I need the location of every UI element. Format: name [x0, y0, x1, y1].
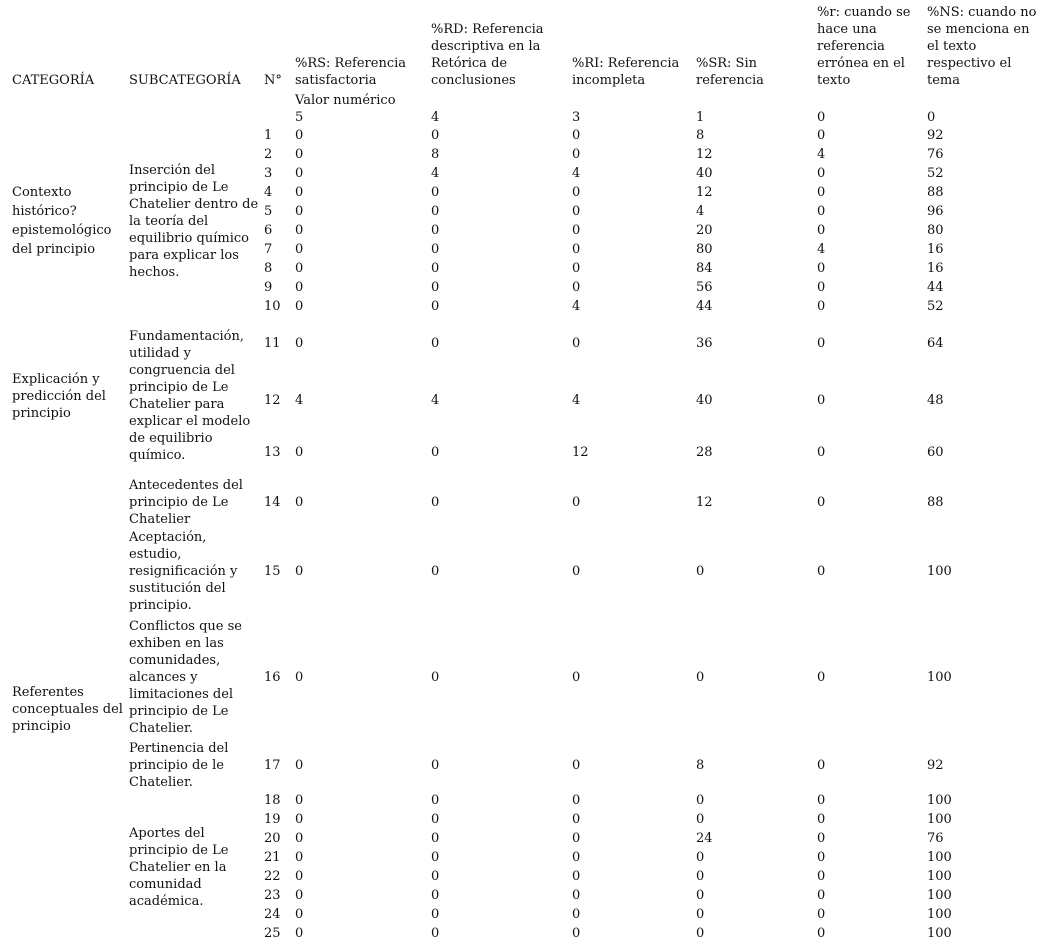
row-number: 12 — [264, 392, 281, 408]
cell-sr: 8 — [696, 128, 705, 143]
cell-rd: 0 — [431, 223, 440, 238]
cell-sr: 40 — [696, 166, 713, 181]
header-categoria: CATEGORÍA — [12, 73, 95, 88]
cell-rs: 4 — [295, 392, 304, 408]
cell-rd: 0 — [431, 445, 440, 460]
cell-ns: 100 — [927, 869, 952, 884]
valor-label: Valor numérico — [295, 93, 396, 108]
cell-r: 0 — [817, 850, 826, 865]
cell-ri: 4 — [572, 299, 581, 314]
row-number: 8 — [264, 261, 273, 276]
cell-rs: 0 — [295, 204, 304, 219]
empty-cell — [127, 92, 262, 109]
cell-ns: 76 — [927, 147, 944, 162]
cell-rs: 0 — [295, 669, 304, 685]
cell-ri: 0 — [572, 758, 581, 773]
cell-rs: 0 — [295, 926, 304, 941]
category-cell: Contexto histórico? epistemológico del principio — [12, 185, 112, 257]
row-number: 4 — [264, 185, 273, 200]
cell-sr: 8 — [696, 758, 705, 773]
cell-sr: 0 — [696, 793, 705, 808]
table-row — [10, 529, 1045, 614]
cell-r: 0 — [817, 392, 826, 408]
header-sr: %SR: Sin referencia — [696, 56, 764, 88]
valor-ns: 0 — [927, 110, 936, 125]
results-table — [10, 4, 1045, 943]
cell-r: 0 — [817, 336, 826, 351]
row-number: 21 — [264, 850, 281, 865]
cell-r: 0 — [817, 812, 826, 827]
cell-rd: 0 — [431, 336, 440, 351]
cell-sr: 84 — [696, 261, 713, 276]
row-number: 7 — [264, 242, 273, 257]
cell-ri: 0 — [572, 793, 581, 808]
cell-rs: 0 — [295, 261, 304, 276]
header-ns: %NS: cuando no se menciona en el texto respectivo el tema — [927, 5, 1037, 88]
cell-ri: 0 — [572, 280, 581, 295]
header-row — [10, 4, 1045, 92]
cell-r: 0 — [817, 280, 826, 295]
cell-ri: 0 — [572, 831, 581, 846]
cell-rs: 0 — [295, 831, 304, 846]
cell-ns: 16 — [927, 261, 944, 276]
cell-rd: 0 — [431, 831, 440, 846]
cell-rs: 0 — [295, 564, 304, 579]
cell-sr: 56 — [696, 280, 713, 295]
cell-sr: 0 — [696, 888, 705, 903]
cell-rd: 0 — [431, 850, 440, 865]
subcategory-cell: Antecedentes del principio de Le Chatelier — [129, 478, 243, 527]
subcategory-cell: Aceptación, estudio, resignificación y sustitución del principio. — [129, 530, 238, 613]
cell-r: 0 — [817, 888, 826, 903]
header-ri: %RI: Referencia incompleta — [572, 56, 680, 88]
cell-r: 0 — [817, 166, 826, 181]
cell-sr: 44 — [696, 299, 713, 314]
cell-rs: 0 — [295, 758, 304, 773]
table-row — [10, 791, 1045, 810]
cell-ns: 100 — [927, 812, 952, 827]
cell-r: 0 — [817, 831, 826, 846]
cell-ns: 80 — [927, 223, 944, 238]
subcategory-cell: Inserción del principio de Le Chatelier dentro de la teoría del equilibrio químico para explicar los hechos. — [129, 162, 259, 280]
cell-ns: 64 — [927, 336, 944, 351]
cell-rs: 0 — [295, 128, 304, 143]
cell-sr: 0 — [696, 812, 705, 827]
cell-ri: 0 — [572, 812, 581, 827]
cell-r: 0 — [817, 185, 826, 200]
cell-ns: 100 — [927, 888, 952, 903]
cell-ri: 0 — [572, 204, 581, 219]
cell-ns: 100 — [927, 907, 952, 922]
empty-cell — [262, 109, 293, 126]
cell-r: 0 — [817, 261, 826, 276]
cell-ri: 12 — [572, 445, 589, 460]
cell-sr: 80 — [696, 242, 713, 257]
row-number: 5 — [264, 204, 273, 219]
valor-ri: 3 — [572, 110, 581, 125]
cell-r: 0 — [817, 495, 826, 510]
cell-rs: 0 — [295, 242, 304, 257]
cell-rd: 0 — [431, 242, 440, 257]
row-number: 13 — [264, 445, 281, 460]
table-row — [10, 316, 1045, 371]
empty-cell — [262, 92, 293, 109]
valor-r: 0 — [817, 110, 826, 125]
row-number: 1 — [264, 128, 273, 143]
cell-rd: 0 — [431, 299, 440, 314]
row-number: 15 — [264, 564, 281, 579]
cell-rd: 0 — [431, 669, 440, 685]
cell-rd: 0 — [431, 261, 440, 276]
table-row — [10, 614, 1045, 740]
empty-cell — [127, 109, 262, 126]
header-numero: N° — [264, 73, 282, 88]
cell-rs: 0 — [295, 793, 304, 808]
cell-sr: 0 — [696, 850, 705, 865]
cell-ri: 0 — [572, 147, 581, 162]
cell-ns: 100 — [927, 926, 952, 941]
row-number: 25 — [264, 926, 281, 941]
row-number: 2 — [264, 147, 273, 162]
cell-rs: 0 — [295, 336, 304, 351]
cell-sr: 28 — [696, 445, 713, 460]
row-number: 3 — [264, 166, 273, 181]
cell-ri: 0 — [572, 185, 581, 200]
cell-sr: 4 — [696, 204, 705, 219]
cell-rd: 8 — [431, 147, 440, 162]
table-row — [10, 740, 1045, 791]
cell-ns: 92 — [927, 758, 944, 773]
cell-ns: 100 — [927, 669, 952, 685]
cell-ri: 0 — [572, 669, 581, 685]
header-rs: %RS: Referencia satisfactoria — [295, 56, 407, 88]
cell-rd: 4 — [431, 392, 440, 408]
cell-rs: 0 — [295, 812, 304, 827]
cell-ri: 0 — [572, 128, 581, 143]
cell-ri: 0 — [572, 495, 581, 510]
cell-ns: 92 — [927, 128, 944, 143]
cell-ns: 52 — [927, 166, 944, 181]
valor-sr: 1 — [696, 110, 705, 125]
row-number: 6 — [264, 223, 273, 238]
cell-ri: 4 — [572, 166, 581, 181]
header-r: %r: cuando se hace una referencia errónea en el texto — [817, 5, 911, 88]
cell-sr: 0 — [696, 669, 705, 685]
row-number: 11 — [264, 336, 281, 351]
cell-sr: 12 — [696, 185, 713, 200]
row-number: 17 — [264, 758, 281, 773]
row-number: 18 — [264, 793, 281, 808]
cell-rs: 0 — [295, 223, 304, 238]
cell-ns: 88 — [927, 185, 944, 200]
cell-r: 0 — [817, 204, 826, 219]
cell-sr: 20 — [696, 223, 713, 238]
cell-sr: 12 — [696, 495, 713, 510]
cell-rd: 0 — [431, 888, 440, 903]
cell-sr: 0 — [696, 907, 705, 922]
cell-rd: 0 — [431, 907, 440, 922]
cell-rd: 0 — [431, 869, 440, 884]
cell-sr: 36 — [696, 336, 713, 351]
cell-rs: 0 — [295, 850, 304, 865]
row-number: 16 — [264, 669, 281, 685]
cell-ns: 100 — [927, 564, 952, 579]
cell-sr: 0 — [696, 926, 705, 941]
cell-rs: 0 — [295, 445, 304, 460]
cell-ns: 48 — [927, 392, 944, 408]
table-row — [10, 126, 1045, 145]
cell-rs: 0 — [295, 185, 304, 200]
cell-r: 0 — [817, 758, 826, 773]
cell-rs: 0 — [295, 280, 304, 295]
header-subcategoria: SUBCATEGORÍA — [129, 73, 241, 88]
cell-rd: 0 — [431, 280, 440, 295]
cell-ns: 52 — [927, 299, 944, 314]
cell-rd: 0 — [431, 926, 440, 941]
cell-ns: 100 — [927, 793, 952, 808]
cell-sr: 0 — [696, 869, 705, 884]
cell-ri: 0 — [572, 336, 581, 351]
subcategory-cell: Conflictos que se exhiben en las comunidades, alcances y limitaciones del principio de Le Chatelier. — [129, 618, 242, 736]
cell-r: 4 — [817, 147, 826, 162]
cell-rd: 0 — [431, 204, 440, 219]
cell-rd: 0 — [431, 793, 440, 808]
subcategory-cell: Fundamentación, utilidad y congruencia del principio de Le Chatelier para explicar el modelo de equilibrio químico. — [129, 329, 251, 463]
cell-ns: 16 — [927, 242, 944, 257]
cell-rs: 0 — [295, 495, 304, 510]
cell-ri: 0 — [572, 907, 581, 922]
cell-r: 0 — [817, 299, 826, 314]
cell-rs: 0 — [295, 147, 304, 162]
cell-ns: 76 — [927, 831, 944, 846]
cell-rd: 0 — [431, 758, 440, 773]
table-body — [10, 92, 1045, 943]
cell-r: 4 — [817, 242, 826, 257]
table-row — [10, 476, 1045, 529]
cell-r: 0 — [817, 223, 826, 238]
row-number: 19 — [264, 812, 281, 827]
cell-ri: 0 — [572, 564, 581, 579]
cell-ri: 4 — [572, 392, 581, 408]
cell-sr: 12 — [696, 147, 713, 162]
cell-rd: 0 — [431, 564, 440, 579]
cell-rd: 0 — [431, 812, 440, 827]
cell-ri: 0 — [572, 926, 581, 941]
category-cell: Referentes conceptuales del principio — [12, 685, 123, 734]
cell-ri: 0 — [572, 261, 581, 276]
row-number: 14 — [264, 495, 281, 510]
row-number: 10 — [264, 299, 281, 314]
cell-rd: 0 — [431, 495, 440, 510]
cell-r: 0 — [817, 564, 826, 579]
cell-ns: 100 — [927, 850, 952, 865]
row-number: 20 — [264, 831, 281, 846]
cell-ri: 0 — [572, 850, 581, 865]
cell-rd: 0 — [431, 128, 440, 143]
table-header — [10, 4, 1045, 92]
cell-rs: 0 — [295, 869, 304, 884]
cell-r: 0 — [817, 793, 826, 808]
cell-r: 0 — [817, 128, 826, 143]
valor-values-row — [10, 109, 1045, 126]
valor-rs: 5 — [295, 110, 304, 125]
valor-rd: 4 — [431, 110, 440, 125]
category-cell: Explicación y predicción del principio — [12, 371, 106, 421]
cell-sr: 0 — [696, 564, 705, 579]
cell-rs: 0 — [295, 888, 304, 903]
row-number: 22 — [264, 869, 281, 884]
cell-ns: 44 — [927, 280, 944, 295]
cell-rd: 0 — [431, 185, 440, 200]
subcategory-cell: Pertinencia del principio de le Chatelier. — [129, 741, 229, 790]
valor-label-row — [10, 92, 1045, 109]
cell-ri: 0 — [572, 242, 581, 257]
cell-rs: 0 — [295, 299, 304, 314]
cell-rs: 0 — [295, 166, 304, 181]
row-number: 9 — [264, 280, 273, 295]
subcategory-cell: Aportes del principio de Le Chatelier en la comunidad académica. — [129, 825, 229, 909]
empty-cell — [10, 109, 127, 126]
cell-r: 0 — [817, 669, 826, 685]
cell-ri: 0 — [572, 223, 581, 238]
cell-sr: 40 — [696, 392, 713, 408]
cell-r: 0 — [817, 869, 826, 884]
cell-sr: 24 — [696, 831, 713, 846]
cell-r: 0 — [817, 445, 826, 460]
cell-rs: 0 — [295, 907, 304, 922]
cell-ri: 0 — [572, 869, 581, 884]
cell-ns: 88 — [927, 495, 944, 510]
cell-r: 0 — [817, 926, 826, 941]
header-rd: %RD: Referencia descriptiva en la Retórica de conclusiones — [431, 22, 544, 88]
cell-r: 0 — [817, 907, 826, 922]
cell-ns: 60 — [927, 445, 944, 460]
cell-ri: 0 — [572, 888, 581, 903]
row-number: 23 — [264, 888, 281, 903]
cell-rd: 4 — [431, 166, 440, 181]
empty-cell — [10, 92, 127, 109]
row-number: 24 — [264, 907, 281, 922]
cell-ns: 96 — [927, 204, 944, 219]
